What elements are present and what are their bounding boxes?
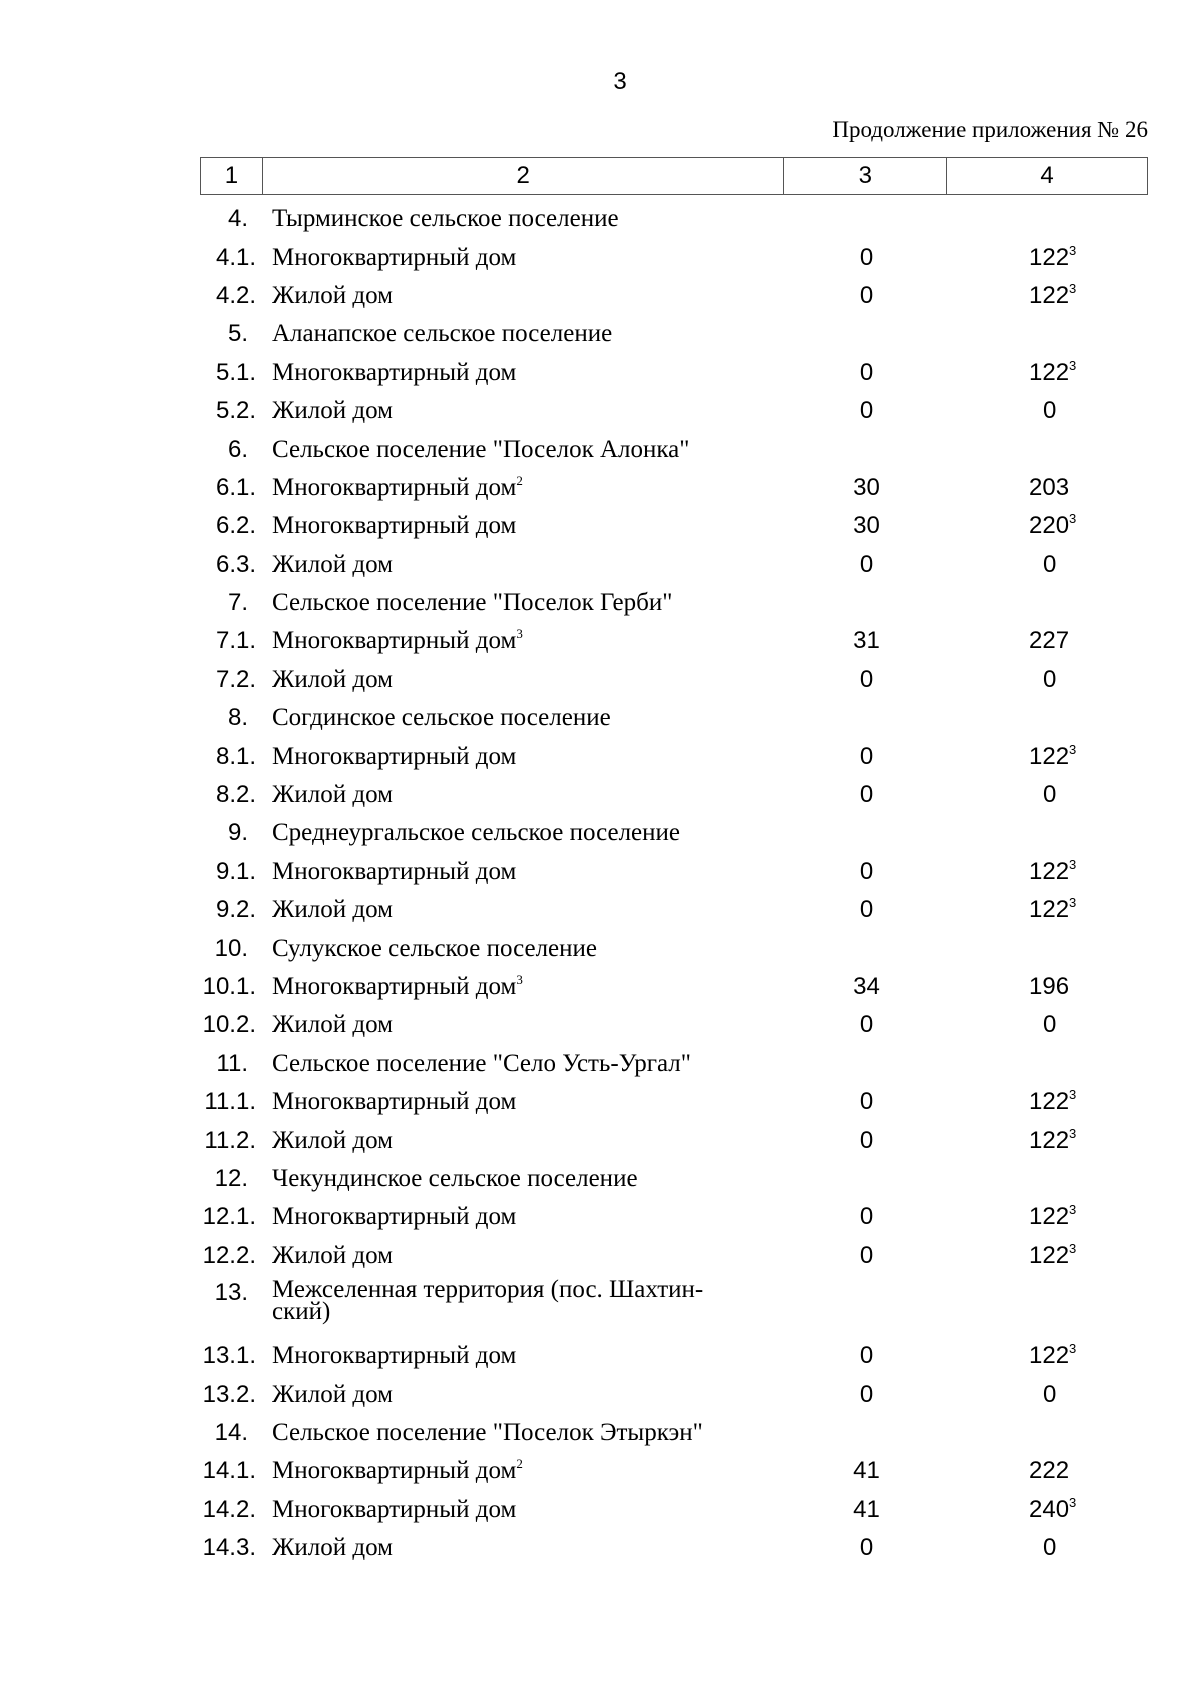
table-row xyxy=(200,968,1148,1006)
row-number: 11. xyxy=(216,1049,248,1077)
row-value-col4 xyxy=(947,1457,1147,1485)
row-number: 7.2. xyxy=(215,665,256,693)
value-footnote-mark: 3 xyxy=(1069,856,1077,872)
row-name-text: Многоквартирный дом xyxy=(272,1495,517,1523)
row-name-text: Сулукское сельское поселение xyxy=(272,934,597,962)
table-row xyxy=(200,392,1148,430)
row-name-text: Жилой дом xyxy=(272,1380,393,1408)
row-value-col3: 0 xyxy=(859,665,874,693)
value-footnote-mark: 3 xyxy=(1069,1240,1077,1256)
value-footnote-mark: 3 xyxy=(1069,741,1077,757)
value-footnote-mark: 3 xyxy=(1069,280,1077,296)
row-name xyxy=(262,1011,784,1039)
row-name-text: Жилой дом xyxy=(272,1534,393,1562)
table-row xyxy=(200,853,1148,891)
row-value-col4-text: 196 xyxy=(1029,973,1070,1000)
row-value-col3: 41 xyxy=(853,1457,880,1485)
value-footnote-mark: 3 xyxy=(1069,511,1077,527)
value-footnote-mark: 3 xyxy=(1069,1494,1077,1510)
row-value-col4-text: 0 xyxy=(1043,550,1057,578)
row-name xyxy=(262,550,784,578)
row-value-col4 xyxy=(947,1496,1147,1524)
row-value-col3: 0 xyxy=(859,1011,874,1039)
row-number: 8.2. xyxy=(215,781,256,809)
table-row xyxy=(200,1337,1148,1375)
row-name-text: Аланапское сельское поселение xyxy=(272,320,613,348)
row-value-col4-text: 0 xyxy=(1043,665,1057,693)
row-number: 8.1. xyxy=(215,742,256,770)
row-name-text: Жилой дом xyxy=(272,1011,393,1039)
header-col-1: 1 xyxy=(201,158,263,194)
row-value-col4 xyxy=(947,474,1147,502)
table-row xyxy=(200,1198,1148,1236)
row-value-col4-text: 0 xyxy=(1043,781,1057,809)
row-name xyxy=(262,1495,784,1523)
row-value-col3: 0 xyxy=(859,397,874,425)
row-value-col4-text: 227 xyxy=(1029,627,1070,655)
row-name-text: Межселенная территория (пос. Шахтин- xyxy=(272,1275,704,1303)
row-name-text: Жилой дом xyxy=(272,896,393,924)
row-value-col4 xyxy=(947,1342,1147,1370)
row-name xyxy=(262,1275,784,1325)
row-name-text: Тырминское сельское поселение xyxy=(272,205,619,233)
row-name-text: Жилой дом xyxy=(272,281,393,309)
row-number: 4.2. xyxy=(215,281,256,309)
table-row xyxy=(200,622,1148,660)
table-row xyxy=(200,1006,1148,1044)
row-name xyxy=(262,896,784,924)
row-value-col4 xyxy=(947,743,1147,771)
row-value-col4-text: 122 xyxy=(1029,1126,1070,1154)
table-row xyxy=(200,776,1148,814)
row-number: 10. xyxy=(214,934,248,962)
row-value-col4 xyxy=(947,282,1147,310)
row-value-col4-text: 122 xyxy=(1029,358,1070,386)
row-name-text: Жилой дом xyxy=(272,397,393,425)
table-row xyxy=(200,1491,1148,1529)
row-value-col4-text: 203 xyxy=(1029,473,1070,501)
row-name xyxy=(262,1049,784,1077)
row-value-col4-text: 0 xyxy=(1043,397,1057,425)
value-footnote-mark: 3 xyxy=(1069,242,1077,258)
row-name xyxy=(262,589,784,617)
row-value-col4-text: 122 xyxy=(1029,243,1070,271)
table-group-row xyxy=(200,584,1148,622)
header-col-4: 4 xyxy=(1040,162,1054,189)
row-number: 10.2. xyxy=(202,1011,256,1039)
table-row xyxy=(200,507,1148,545)
table-group-row xyxy=(200,1414,1148,1452)
row-value-col4-text: 220 xyxy=(1029,512,1070,540)
row-value-col4-text: 0 xyxy=(1043,1011,1057,1039)
row-value-col4 xyxy=(947,1203,1147,1231)
row-number: 11.2. xyxy=(204,1126,256,1154)
row-name-text: Многоквартирный дом xyxy=(272,512,517,540)
table-row xyxy=(200,1529,1148,1567)
row-number: 14.3. xyxy=(202,1534,256,1562)
row-name-text: Жилой дом xyxy=(272,1126,393,1154)
value-footnote-mark: 3 xyxy=(1069,1087,1077,1103)
row-value-col4 xyxy=(947,397,1147,425)
row-value-col4 xyxy=(947,973,1147,1001)
row-name xyxy=(262,934,784,962)
row-number: 14.2. xyxy=(202,1495,256,1523)
row-value-col4-text: 122 xyxy=(1029,281,1070,309)
row-value-col3: 0 xyxy=(859,857,874,885)
row-name-text: Сельское поселение "Поселок Алонка" xyxy=(272,435,690,463)
row-name xyxy=(262,819,784,847)
row-value-col4 xyxy=(947,551,1147,579)
row-value-col3: 0 xyxy=(859,1241,874,1269)
row-number: 11.1. xyxy=(204,1088,256,1116)
row-number: 9. xyxy=(227,819,248,847)
row-value-col4 xyxy=(947,244,1147,272)
row-value-col3: 30 xyxy=(853,512,880,540)
table-row xyxy=(200,661,1148,699)
row-name-text: Многоквартирный дом xyxy=(272,742,517,770)
row-number: 7. xyxy=(227,589,248,617)
row-name-text: Сельское поселение "Село Усть-Ургал" xyxy=(272,1049,691,1077)
row-number: 9.1. xyxy=(215,857,256,885)
row-name-text: Сельское поселение "Поселок Герби" xyxy=(272,589,673,617)
row-value-col3: 0 xyxy=(859,550,874,578)
row-value-col4 xyxy=(947,627,1147,655)
row-value-col4-text: 122 xyxy=(1029,1342,1070,1370)
header-col-2: 2 xyxy=(263,158,784,194)
value-footnote-mark: 3 xyxy=(1069,895,1077,911)
row-name xyxy=(262,281,784,309)
row-number: 8. xyxy=(227,704,248,732)
table-group-row xyxy=(200,699,1148,737)
row-name xyxy=(262,320,784,348)
row-name xyxy=(262,665,784,693)
row-number: 13. xyxy=(214,1278,248,1306)
row-name-text: Жилой дом xyxy=(272,781,393,809)
table-group-row xyxy=(200,1275,1148,1337)
row-value-col4 xyxy=(947,359,1147,387)
row-name xyxy=(262,1203,784,1231)
row-value-col3: 0 xyxy=(859,1534,874,1562)
table-row xyxy=(200,277,1148,315)
row-number: 7.1. xyxy=(215,627,256,655)
name-footnote-mark: 2 xyxy=(516,1456,523,1472)
row-value-col4 xyxy=(947,858,1147,886)
row-name xyxy=(262,1241,784,1269)
value-footnote-mark: 3 xyxy=(1069,1125,1077,1141)
row-value-col4-text: 0 xyxy=(1043,1534,1057,1562)
row-number: 9.2. xyxy=(215,896,256,924)
row-value-col4-text: 0 xyxy=(1043,1380,1057,1408)
row-name xyxy=(262,1380,784,1408)
row-value-col4 xyxy=(947,1127,1147,1155)
row-name xyxy=(262,1342,784,1370)
row-name-text: Жилой дом xyxy=(272,1241,393,1269)
row-value-col4-text: 222 xyxy=(1029,1457,1070,1485)
table-row xyxy=(200,737,1148,775)
table-row xyxy=(200,546,1148,584)
row-number: 5.1. xyxy=(215,358,256,386)
table-group-row xyxy=(200,1160,1148,1198)
row-value-col3: 31 xyxy=(853,627,880,655)
row-number: 12. xyxy=(214,1164,248,1192)
row-number: 14.1. xyxy=(202,1457,256,1485)
row-value-col4 xyxy=(947,781,1147,809)
row-value-col3: 0 xyxy=(859,742,874,770)
row-name xyxy=(262,397,784,425)
row-value-col4-text: 122 xyxy=(1029,857,1070,885)
row-value-col4 xyxy=(947,896,1147,924)
value-footnote-mark: 3 xyxy=(1069,357,1077,373)
row-name-text: Сельское поселение "Поселок Этыркэн" xyxy=(272,1418,703,1446)
row-value-col4 xyxy=(947,1011,1147,1039)
row-value-col4 xyxy=(947,1381,1147,1409)
row-name-text: Многоквартирный дом xyxy=(272,627,517,655)
row-name xyxy=(262,472,784,501)
row-value-col3: 0 xyxy=(859,243,874,271)
row-value-col3: 0 xyxy=(859,896,874,924)
table-row xyxy=(200,1083,1148,1121)
row-value-col3: 0 xyxy=(859,1203,874,1231)
row-value-col4 xyxy=(947,512,1147,540)
table-body xyxy=(200,200,1148,1567)
row-number: 6.2. xyxy=(215,512,256,540)
table-group-row xyxy=(200,430,1148,468)
value-footnote-mark: 3 xyxy=(1069,1341,1077,1357)
row-value-col4-text: 122 xyxy=(1029,742,1070,770)
row-value-col3: 0 xyxy=(859,1380,874,1408)
table-group-row xyxy=(200,315,1148,353)
name-footnote-mark: 3 xyxy=(516,972,523,987)
row-number: 13.1. xyxy=(202,1342,256,1370)
row-name xyxy=(262,626,784,655)
row-name-text: Многоквартирный дом xyxy=(272,1088,517,1116)
row-value-col4-text: 122 xyxy=(1029,1241,1070,1269)
row-number: 12.2. xyxy=(202,1241,256,1269)
row-name xyxy=(262,512,784,540)
row-value-col4 xyxy=(947,1534,1147,1562)
continuation-label: Продолжение приложения № 26 xyxy=(832,117,1148,142)
table-row xyxy=(200,238,1148,276)
row-name xyxy=(262,1534,784,1562)
row-name xyxy=(262,857,784,885)
row-number: 10.1. xyxy=(202,973,256,1000)
row-name-text: Многоквартирный дом xyxy=(272,1203,517,1231)
row-value-col3: 0 xyxy=(859,358,874,386)
table-row xyxy=(200,1237,1148,1275)
row-name-text: Среднеургальское сельское поселение xyxy=(272,819,681,847)
row-number: 6.3. xyxy=(215,550,256,578)
table-row xyxy=(200,1452,1148,1490)
row-name xyxy=(262,1456,784,1485)
table-row xyxy=(200,354,1148,392)
row-number: 13.2. xyxy=(202,1380,256,1408)
row-name-text: Многоквартирный дом xyxy=(272,1342,517,1370)
table-group-row xyxy=(200,200,1148,238)
row-number: 6.1. xyxy=(215,473,256,501)
name-footnote-mark: 2 xyxy=(516,472,523,488)
row-value-col3: 34 xyxy=(853,973,880,1000)
row-name-text: Согдинское сельское поселение xyxy=(272,704,611,732)
row-value-col3: 0 xyxy=(859,1342,874,1370)
table-row xyxy=(200,1375,1148,1413)
row-value-col4 xyxy=(947,1088,1147,1116)
value-footnote-mark: 3 xyxy=(1069,1202,1077,1218)
row-name-text: Многоквартирный дом xyxy=(272,358,517,386)
row-name-text: Жилой дом xyxy=(272,550,393,578)
row-name xyxy=(262,781,784,809)
row-name-text: Многоквартирный дом xyxy=(272,473,517,501)
row-value-col4-text: 122 xyxy=(1029,1203,1070,1231)
row-name xyxy=(262,243,784,271)
row-name-text: Жилой дом xyxy=(272,665,393,693)
table-group-row xyxy=(200,1045,1148,1083)
row-name-text: Чекундинское сельское поселение xyxy=(272,1164,638,1192)
row-name-text: Многоквартирный дом xyxy=(272,857,517,885)
row-name xyxy=(262,435,784,463)
row-value-col4-text: 122 xyxy=(1029,1088,1070,1116)
row-value-col3: 0 xyxy=(859,1126,874,1154)
name-footnote-mark: 3 xyxy=(516,626,523,642)
row-value-col3: 30 xyxy=(853,473,880,501)
row-number: 6. xyxy=(227,435,248,463)
row-number: 4. xyxy=(227,205,248,233)
row-name xyxy=(262,704,784,732)
row-value-col3: 0 xyxy=(859,1088,874,1116)
table-group-row xyxy=(200,814,1148,852)
row-name xyxy=(262,972,784,1000)
row-name xyxy=(262,1126,784,1154)
row-value-col3: 41 xyxy=(853,1495,880,1523)
row-value-col4 xyxy=(947,1242,1147,1270)
row-value-col4-text: 122 xyxy=(1029,896,1070,924)
row-name xyxy=(262,742,784,770)
row-value-col3: 0 xyxy=(859,781,874,809)
table-row xyxy=(200,891,1148,929)
table-group-row xyxy=(200,929,1148,967)
row-number: 4.1. xyxy=(215,243,256,271)
row-value-col4-text: 240 xyxy=(1029,1495,1070,1523)
table-header xyxy=(200,157,1148,195)
table-row xyxy=(200,1121,1148,1159)
row-number: 5. xyxy=(227,320,248,348)
row-value-col3: 0 xyxy=(859,281,874,309)
row-name-text: Многоквартирный дом xyxy=(272,973,517,1000)
row-name xyxy=(262,1164,784,1192)
row-name xyxy=(262,358,784,386)
table-row xyxy=(200,469,1148,507)
row-number: 14. xyxy=(214,1418,248,1446)
row-name xyxy=(262,1088,784,1116)
row-number: 12.1. xyxy=(202,1203,256,1231)
row-name xyxy=(262,205,784,233)
page-number: 3 xyxy=(613,68,627,95)
header-col-3: 3 xyxy=(784,158,947,194)
row-name xyxy=(262,1418,784,1446)
row-name-text: Многоквартирный дом xyxy=(272,243,517,271)
row-value-col4 xyxy=(947,666,1147,694)
row-name-text: Многоквартирный дом xyxy=(272,1457,517,1485)
row-number: 5.2. xyxy=(215,397,256,425)
row-name-line2: ский) xyxy=(272,1297,331,1325)
